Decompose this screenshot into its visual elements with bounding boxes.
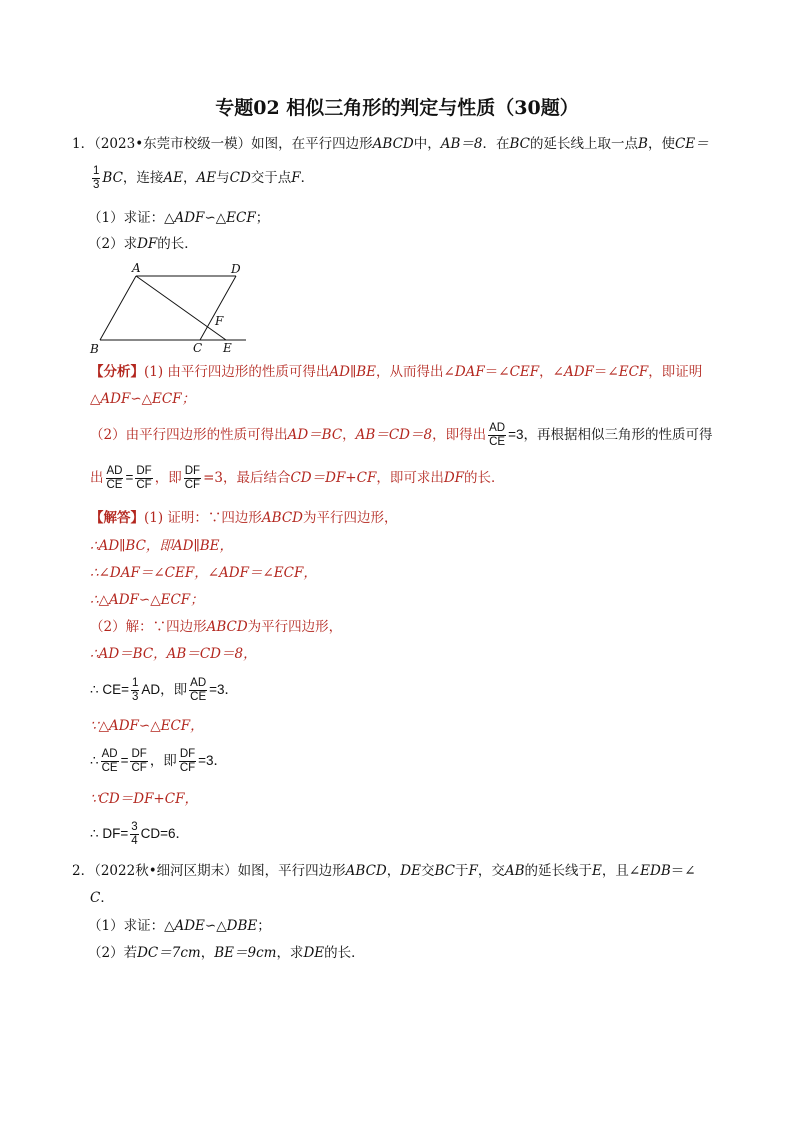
frac-den: CE [190,691,207,703]
analysis-text: ，∠ [539,364,564,380]
analysis-var: DF [443,470,465,486]
frac-den: 4 [131,835,138,847]
frac-den: CE [106,479,123,491]
analysis-line1 [90,362,702,382]
equals: = [120,753,129,768]
frac-den: CE [489,436,506,448]
q2-line2 [90,888,114,908]
q1-line1 [72,134,709,154]
frac-num: AD [106,465,123,477]
fraction [184,465,201,492]
analysis-var: ECF [618,364,649,380]
label-b: B [90,342,99,356]
segment-ab [100,276,136,340]
frac-den: 3 [131,691,139,703]
q2-text: ，交 [477,863,505,879]
solution-line3: ∴∠DAF＝∠CEF，∠ADF＝∠ECF， [90,565,317,581]
solution-line5 [90,617,342,637]
solution-text: CD=6． [140,826,190,841]
solution-line10: ∵CD＝DF+CF， [90,791,198,807]
q2-text: ， [200,945,215,961]
solution-line2: ∴AD∥BC，即AD∥BE， [90,538,233,554]
analysis-tag: 【分析】 [90,364,144,380]
frac-num: DF [131,748,147,760]
analysis-var: DAF [454,364,485,380]
q1-var: ADF [174,210,205,226]
q1-text: 的长． [157,236,198,252]
fraction [135,465,152,492]
q2-text: 交 [420,863,435,879]
q1-var: AE [196,170,217,186]
q1-var: CD [229,170,251,186]
segment-dc [200,276,236,340]
q2-var: C [90,890,101,906]
fraction [130,821,138,848]
q1-var: BC [509,136,531,152]
frac-num: 1 [131,677,139,689]
q1-text: ． [300,170,315,186]
analysis-text: ＝∠ [484,364,510,380]
analysis-text: =3，最后结合 [203,470,291,486]
analysis-text: ，即得出 [432,427,487,443]
frac-den: CE [101,762,118,774]
q2-text: ； [257,918,271,934]
label-c: C [193,341,203,355]
frac-den: CF [184,479,201,491]
solution-line6: ∴AD＝BC，AB＝CD＝8， [90,646,257,662]
q2-var: AB [504,863,525,879]
q1-text: ， [183,170,197,186]
frac-den: CF [136,479,152,491]
q1-text: ，使 [647,136,675,152]
q2-part2 [88,943,365,963]
analysis-text: ，从而得出∠ [376,364,455,380]
q1-part1 [88,208,269,228]
analysis-text: 出 [90,470,104,486]
solution-text: =3． [209,682,239,697]
q1-var: BC [102,170,123,186]
q2-part1 [88,916,271,936]
solution-text: ，即 [149,753,177,768]
q1-text: （2）求 [88,236,138,252]
solution-var: ABCD [261,510,303,526]
q2-text: （1）求证：△ [88,918,175,934]
frac-num: 3 [131,821,138,833]
q2-text: ，且∠ [601,863,641,879]
q1-var: B [638,136,648,152]
q2-text: 的长． [324,945,365,961]
analysis-text: (1) 由平行四边形的性质可得出 [144,364,330,380]
frac-den: CF [131,762,147,774]
analysis-var: AD＝BC [287,427,343,443]
solution-line1 [90,508,398,528]
label-f: F [215,314,224,328]
solution-line9 [90,746,227,776]
solution-text: ∴ [90,753,99,768]
frac-num: 1 [93,165,100,177]
solution-text: 为平行四边形， [303,510,398,526]
analysis-line3 [90,420,712,450]
solution-line8: ∵△ADF∽△ECF， [90,718,204,734]
q1-var: AE [163,170,184,186]
frac-num: AD [101,748,118,760]
q1-text: 如图，在平行四边形 [251,136,373,152]
q1-var: AB＝8 [440,136,483,152]
frac-num: DF [184,465,201,477]
q2-line1 [72,861,696,881]
solution-text: (1) 证明：∵四边形 [144,510,262,526]
q1-text: （1）求证：△ [88,210,175,226]
q1-var: F [291,170,301,186]
q1-text: 的延长线上取一点 [530,136,639,152]
solution-line4: ∴△ADF∽△ECF； [90,592,204,608]
q1-text: 中， [413,136,441,152]
q1-var: CE＝ [674,136,709,152]
q2-text: ∽△ [204,918,227,934]
analysis-var: AD∥BE [329,364,377,380]
fraction [131,677,139,704]
q2-text: （2）若 [88,945,138,961]
frac-num: DF [179,748,196,760]
analysis-text: ，即可求出 [376,470,444,486]
q1-text: 交于点 [250,170,292,186]
q2-source: （2022秋•细河区期末） [94,863,238,879]
q2-text: ， [386,863,401,879]
q1-var: ECF [226,210,256,226]
q2-text: ，求 [276,945,304,961]
q1-text: ； [255,210,270,226]
q1-text: ∽△ [204,210,227,226]
solution-tag: 【解答】 [90,510,144,526]
analysis-line2: △ADF∽△ECF； [90,391,196,407]
frac-num: AD [489,422,506,434]
analysis-text: ，即 [154,470,182,486]
q2-var: ABCD [345,863,387,879]
label-e: E [223,341,232,355]
q1-number: 1． [72,136,95,152]
q1-line2 [90,163,314,193]
q2-text: 于 [454,863,469,879]
q2-var: DC＝7cm [137,945,201,961]
solution-line11 [90,819,189,849]
fraction [130,748,147,775]
analysis-var: CEF [509,364,540,380]
frac-num: AD [190,677,207,689]
solution-text: 为平行四边形， [247,619,343,635]
q1-var: ABCD [372,136,414,152]
fraction [179,748,196,775]
frac-den: CF [179,762,196,774]
solution-text: ∴ CE= [90,682,129,697]
solution-text: （2）解：∵四边形 [90,619,207,635]
fraction [189,677,207,704]
q2-var: BC [434,863,455,879]
analysis-text: ＝∠ [593,364,619,380]
solution-text: =3． [198,753,228,768]
analysis-var: AB＝CD＝8 [355,427,433,443]
solution-text: ∴ DF= [90,826,129,841]
q2-var: EDB [640,863,671,879]
frac-den: 3 [93,179,100,191]
q1-text: ．在 [482,136,510,152]
solution-line7 [90,675,238,705]
q2-var: E [592,863,602,879]
page-title: 专题02 相似三角形的判定与性质（30题） [215,97,579,119]
q1-text: ，连接 [122,170,164,186]
q2-var: BE＝9cm [214,945,277,961]
fraction [488,422,506,449]
parallelogram-figure [86,258,256,358]
analysis-text: =3，再根据相似三角形的性质可得 [508,427,713,442]
fraction [106,465,124,492]
label-d: D [231,262,241,276]
q2-text: ． [100,890,114,906]
q2-var: DBE [226,918,258,934]
analysis-text: ， [342,427,356,443]
analysis-var: ADF [563,364,594,380]
q1-part2 [88,234,198,254]
q1-var: DF [137,236,158,252]
solution-var: ABCD [206,619,248,635]
q1-text: 与 [216,170,230,186]
q1-source: （2023•东莞市校级一模） [94,136,252,152]
analysis-var: CD＝DF+CF [290,470,377,486]
q2-var: DE [303,945,325,961]
q2-text: ＝∠ [670,863,696,879]
frac-num: DF [136,465,152,477]
q2-var: F [468,863,478,879]
fraction [101,748,119,775]
analysis-text: （2）由平行四边形的性质可得出 [90,427,288,443]
solution-text: AD，即 [141,682,188,697]
q2-text: 的延长线于 [524,863,592,879]
q2-text: 如图，平行四边形 [237,863,346,879]
q2-number: 2． [72,863,95,879]
q2-var: DE [400,863,421,879]
segment-ae [136,276,226,340]
fraction [92,165,100,192]
analysis-text: ，即证明 [648,364,703,380]
analysis-line4 [90,463,505,493]
analysis-text: 的长． [464,470,505,486]
equals: = [125,470,134,485]
q2-var: ADE [174,918,205,934]
label-a: A [132,261,141,275]
